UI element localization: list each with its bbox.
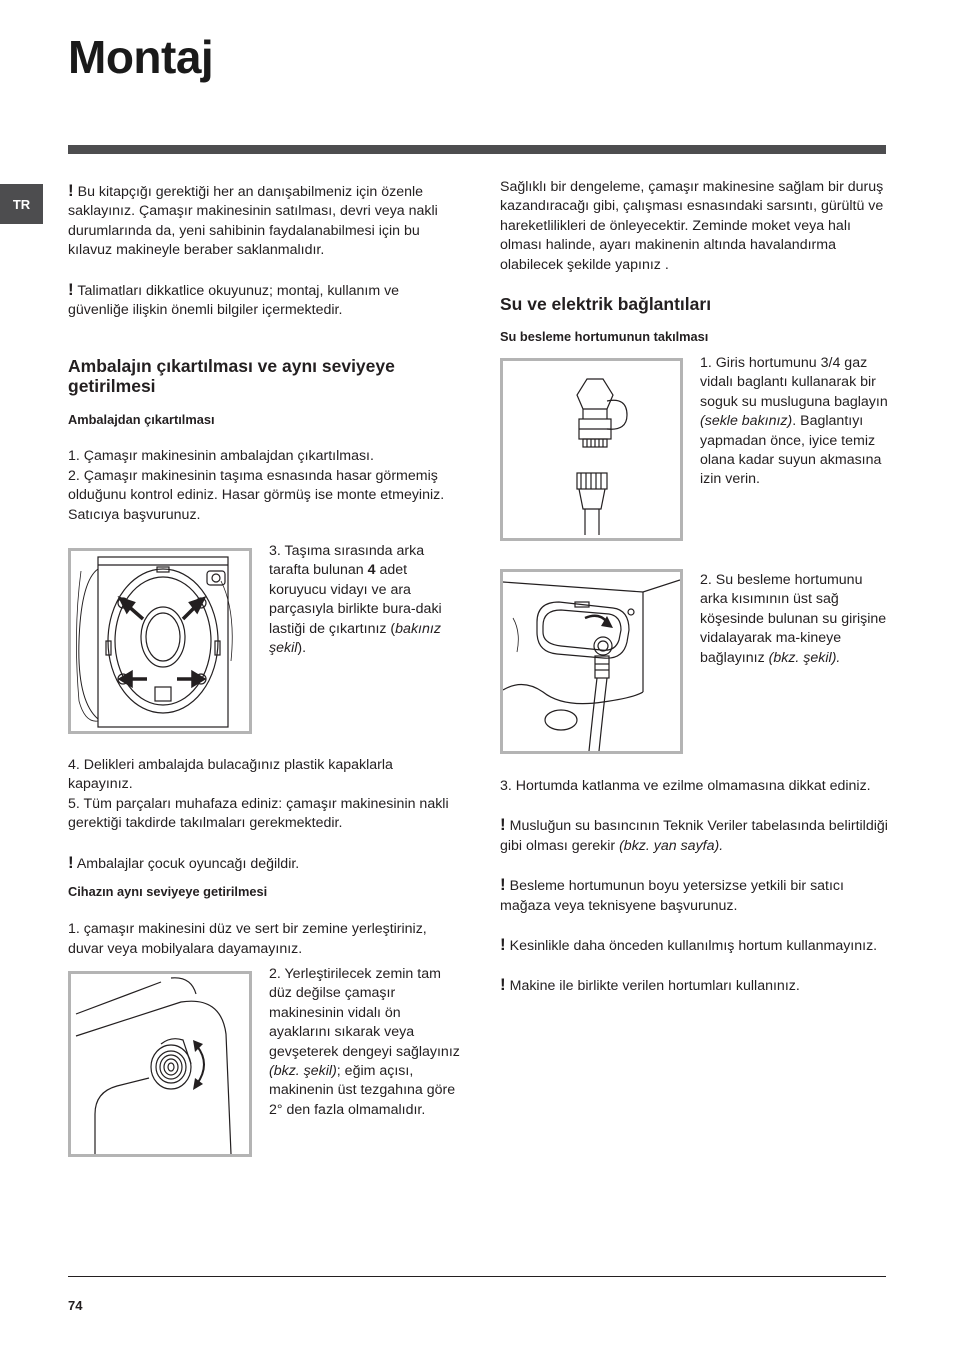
figure-row-tap-connection [500, 355, 888, 541]
unpack-step-3: 3. Taşıma sırasında arka tarafta bulunan 4 adet koruyucu vidayı ve ara parçasıyla birlikte bura-daki lastiği de çıkartınız (bakınız şekil). [269, 543, 442, 657]
footer-rule [68, 1276, 886, 1277]
subsection-title-unpacking: Ambalajdan çıkartılması [68, 412, 215, 428]
unpack-step-4: 4. Delikleri ambalajda bulacağınız plastik kapaklarla kapayınız. [68, 757, 393, 793]
section-title-unpacking-levelling: Ambalajın çıkartılması ve aynı seviyeye getirilmesi [68, 356, 395, 397]
level-step-1: 1. çamaşır makinesini düz ve sert bir zemine yerleştiriniz, duvar veya mobilyalara dayamayınız. [68, 921, 427, 957]
exclamation-icon: ! [68, 181, 74, 200]
note-packaging-not-toy: ! Ambalajlar çocuk oyuncağı değildir. [68, 852, 300, 872]
exclamation-icon: ! [68, 852, 74, 872]
language-tab: TR [0, 184, 43, 224]
figure-tap-connection [500, 358, 683, 541]
exclamation-icon: ! [500, 935, 506, 955]
exclamation-icon: ! [500, 875, 506, 895]
exclamation-icon: ! [500, 975, 506, 995]
note-no-used-hose: ! Kesinlikle daha önceden kullanılmış hortum kullanmayınız. [500, 935, 878, 955]
subsection-title-levelling: Cihazın aynı seviyeye getirilmesi [68, 884, 268, 900]
water-step-2: 2. Su besleme hortumunu arka kısımının üst sağ köşesinde bulunan su girişine vidalayarak ma-kineye bağlayınız (bkz. şekil). [700, 572, 887, 666]
note-use-supplied-hoses: ! Makine ile birlikte verilen hortumları kullanınız. [500, 975, 800, 995]
subsection-title-water-hose: Su besleme hortumunun takılması [500, 329, 709, 345]
figure-row-levelling [68, 965, 460, 1157]
note-read-instructions: ! Talimatları dikkatlice okuyunuz; montaj, kullanım ve güvenliğe ilişkin önemli bilgiler içermektedir. [68, 279, 400, 319]
figure-row-transport-screws [68, 543, 460, 734]
tap-hose-illustration [503, 361, 680, 538]
water-step-1: 1. Giris hortumunu 3/4 gaz vidalı baglantı kullanarak bir soguk su musluguna baglayın (sekle bakınız). Baglantıyı yapmadan önce, iyice temiz olana kadar suyun akmasına izin verin. [700, 355, 888, 488]
exclamation-icon: ! [500, 815, 506, 835]
note-keep-manual: ! Bu kitapçığı gerektiği her an danışabilmeniz için özenle saklayınız. Çamaşır makinesinin satılması, devri veya nakli durumlarında da, yeni sahibinin faydalanabilmesi için bu kılavuz makineyle beraber saklanmalıdır. [68, 181, 438, 259]
figure-row-machine-inlet [500, 569, 888, 754]
exclamation-icon: ! [68, 279, 74, 299]
unpack-step-2: 2. Çamaşır makinesinin taşıma esnasında hasar görmemiş olduğunu kontrol ediniz. Hasar görmüş ise monte etmeyiniz. Satıcıya başvurunuz. [68, 467, 445, 523]
washer-rear-illustration [71, 551, 249, 731]
left-column [68, 181, 460, 1157]
figure-levelling-foot [68, 971, 252, 1157]
water-step-3: 3. Hortumda katlanma ve ezilme olmamasına dikkat ediniz. [500, 778, 871, 795]
note-water-pressure: ! Musluğun su basıncının Teknik Veriler tabelasında belirtildiği gibi olması gerekir (bkz. yan sayfa). [500, 815, 888, 854]
unpack-step-1: 1. Çamaşır makinesinin ambalajdan çıkartılması. [68, 448, 374, 465]
level-step-2: 2. Yerleştirilecek zemin tam düz değilse çamaşır makinesinin vidalı ön ayaklarını sıkarak veya gevşeterek dengeyi sağlayınız (bkz. şekil); eğim açısı, makinenin üst tezgahına göre 2° den fazla olmamalıdır. [269, 965, 460, 1118]
unpack-step-5: 5. Tüm parçaları muhafaza ediniz: çamaşır makinesinin nakli gerektiği takdirde takılmaları gerekmektedir. [68, 795, 449, 832]
page-number: 74 [68, 1298, 83, 1313]
figure-machine-inlet [500, 569, 683, 754]
title-rule [68, 145, 886, 154]
machine-inlet-illustration [503, 572, 680, 751]
section-title-water-electric: Su ve elektrik bağlantıları [500, 294, 712, 315]
page-title: Montaj [68, 31, 214, 83]
levelling-foot-illustration [71, 974, 249, 1154]
note-hose-length: ! Besleme hortumunun boyu yetersizse yetkili bir satıcı mağaza veya teknisyene başvurunuz. [500, 875, 844, 914]
levelling-intro: Sağlıklı bir dengeleme, çamaşır makinesine sağlam bir duruş kazandıracağı gibi, çalışması esnasındaki sarsıntı, gürültü ve hareketlilikleri de önleyecektir. Zeminde moket veya halı olması halinde, ayarı makinenin altında havalandırma olabilecek şekilde yapınız . [500, 179, 884, 273]
right-column [500, 178, 888, 997]
figure-rear-transport-screws [68, 548, 252, 734]
